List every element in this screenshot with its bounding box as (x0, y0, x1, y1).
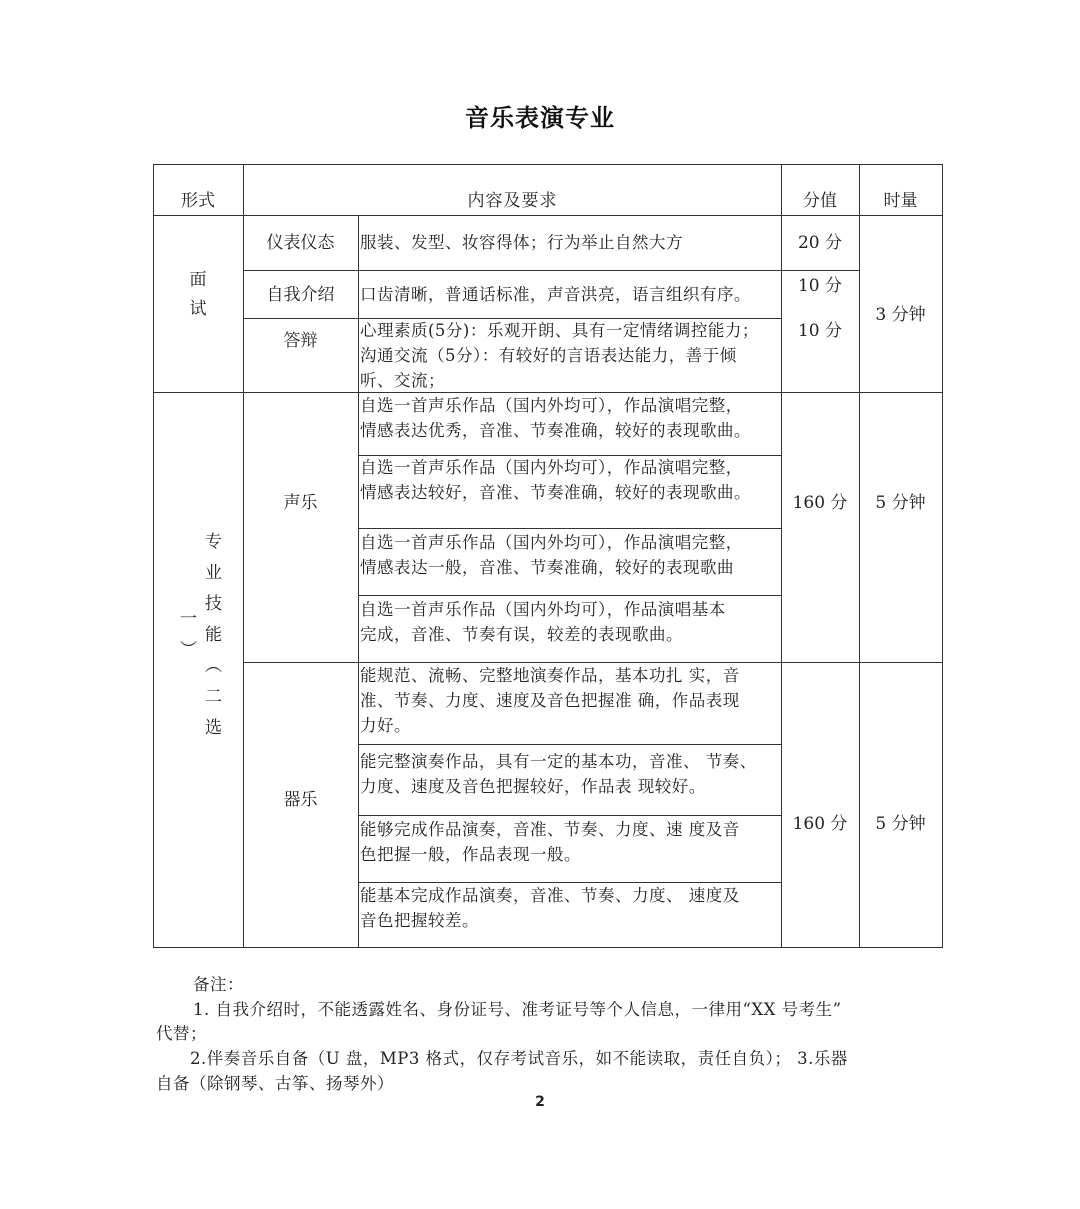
vocal-time: 5 分钟 (875, 492, 926, 513)
notes-line2-cont: 自备（除钢琴、古筝、扬琴外） (156, 1074, 394, 1093)
header-content: 内容及要求 (467, 191, 558, 211)
instrument-time: 5 分钟 (875, 813, 926, 834)
vocal-req: 自选一首声乐作品（国内外均可），作品演唱基本 完成，音准、节奏有误，较差的表现歌曲。 (360, 600, 726, 644)
vocal-req: 自选一首声乐作品（国内外均可），作品演唱完整， 情感表达优秀，音准、节奏准确，较好的表现歌曲。 (360, 396, 751, 440)
interview-item-req: 口齿清晰，普通话标准，声音洪亮，语言组织有序。 (360, 285, 751, 304)
header-form: 形式 (181, 191, 215, 211)
interview-item-name: 仪表仪态 (266, 232, 335, 253)
instrument-req: 能基本完成作品演奏，音准、节奏、力度、 速度及 音色把握较差。 (360, 886, 740, 930)
instrument-score: 160 分 (792, 813, 848, 834)
instrument-req: 能完整演奏作品，具有一定的基本功，音准、 节奏、 力度、速度及音色把握较好，作品表 现较好。 (360, 752, 757, 796)
page-title: 音乐表演专业 (465, 104, 615, 132)
interview-item-score: 20 分 (797, 232, 843, 253)
interview-item-name: 答辩 (283, 330, 318, 351)
vocal-req: 自选一首声乐作品（国内外均可），作品演唱完整， 情感表达较好，音准、节奏准确，较好的表现歌曲。 (360, 458, 751, 502)
page-number: 2 (535, 1094, 545, 1110)
interview-item-req: 心理素质(5分)：乐观开朗、具有一定情绪调控能力； 沟通交流（5分）：有较好的言语表达能力，善于倾 听、交流； (360, 321, 759, 390)
vocal-req: 自选一首声乐作品（国内外均可），作品演唱完整， 情感表达一般，音准、节奏准确，较好的表现歌曲 (360, 533, 743, 577)
interview-item-score: 10 分 (797, 275, 843, 296)
section-interview-label: 面 试 (189, 270, 207, 319)
interview-time: 3 分钟 (875, 304, 926, 325)
notes-line2: 2.伴奏音乐自备（U 盘，MP3 格式，仅存考试音乐，如不能读取，责任自负）； 3.乐器 (190, 1049, 848, 1068)
vocal-label: 声乐 (283, 492, 318, 513)
vocal-score: 160 分 (792, 492, 848, 513)
instrument-req: 能够完成作品演奏，音准、节奏、力度、速 度及音 色把握一般，作品表现一般。 (360, 820, 740, 864)
instrument-req: 能规范、流畅、完整地演奏作品，基本功扎 实，音 准、节奏、力度、速度及音色把握准 确，作品表现 力好。 (360, 666, 740, 735)
interview-item-name: 自我介绍 (266, 284, 335, 305)
interview-item-score: 10 分 (797, 320, 843, 341)
instrument-label: 器乐 (283, 789, 318, 810)
notes-line1-cont: 代替； (156, 1024, 207, 1043)
header-score: 分值 (803, 191, 837, 211)
notes-line1: 1. 自我介绍时，不能透露姓名、身份证号、准考证号等个人信息，一律用“XX 号考生” (193, 1000, 842, 1019)
section-skills-label: 专业技能（二选一） (176, 531, 221, 749)
notes-heading: 备注： (193, 975, 244, 994)
header-time: 时量 (883, 191, 918, 211)
interview-item-req: 服装、发型、妆容得体；行为举止自然大方 (360, 233, 683, 252)
